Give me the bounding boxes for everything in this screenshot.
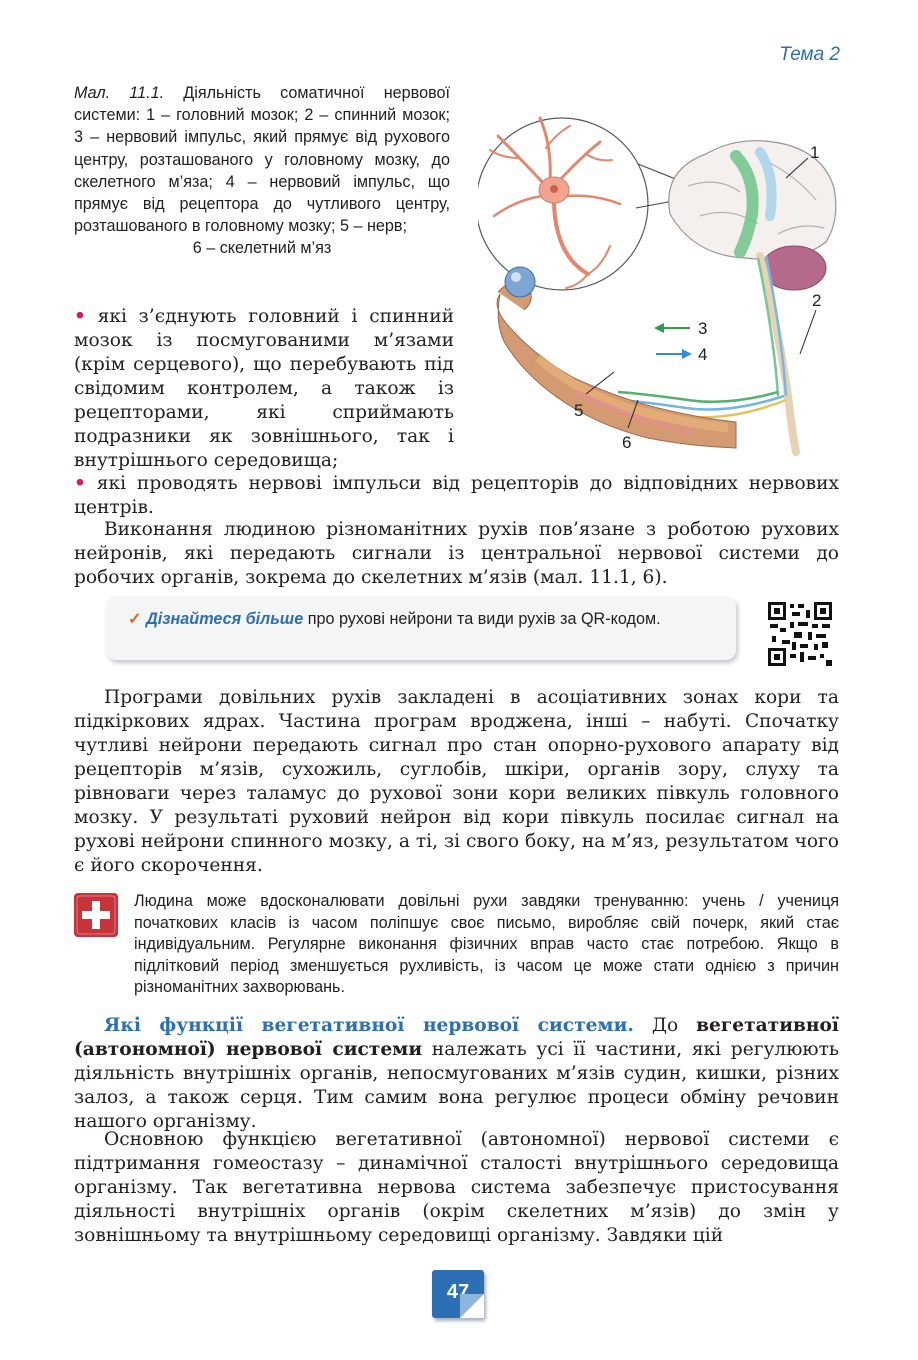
section-bold-term: вегетативної (автономної) нервової системи [74, 1015, 839, 1060]
figure-label-1: 1 [810, 143, 820, 162]
figure-label-3: 3 [698, 319, 708, 338]
learn-more-lead: Дізнайтеся більше [146, 610, 304, 628]
figure-label-5: 5 [574, 401, 584, 420]
efferent-impulse-arrow-icon [654, 323, 690, 333]
paragraph-movement-programs: Програми довільних рухів закладені в асоціативних зонах кори та підкіркових ядрах. Частина програм вроджена, інші – набуті. Спочатку чутливі нейрони передають сигнал про стан опорно-рухового апарату від рецепторів м’язів, сухожиль, суглобів, шкіри, органів зору, слуху та рівноваги через таламус до рухової зони кори великих півкуль головного мозку. У результаті руховий нейрон від кори півкуль посилає сигнал на рухові нейрони спинного мозку, а ті, зі свого боку, на м’яз, результатом чого є його скорочення. [74, 687, 839, 876]
figure-label-6: 6 [622, 433, 632, 452]
section-text: До [633, 1015, 697, 1036]
figure-label-2: 2 [812, 291, 822, 310]
training-note: Людина може вдосконалювати довільні рухи завдяки тренуванню: учень / учениця початкових класів із часом поліпшує своє письмо, виробляє свій почерк, який стає індивідуальним. Регулярне виконання фізичних вправ часто стає потребою. Якщо в підлітковий період зменшується рухливість, із часом це може стати однією з причин різноманітних захворювань. [134, 892, 839, 997]
bullet-text: які з’єднують головний і спинний мозок із посмугованими м’язами (крім серцевого), що перебувають під свідомим контролем, а також із рецепторами, які сприймають подразники як зовнішнього, так і внутрішнього середовища; [74, 306, 454, 471]
figure-caption-label: Мал. 11.1. [74, 84, 165, 102]
check-icon: ✓ [128, 610, 142, 628]
figure-caption-text: Діяльність соматичної нервової системи: 1 – головний мозок; 2 – спинний мозок; 3 – нервовий імпульс, який прямує від рухового центру, розташованого у головному мозку, до скелетного м’яза; 4 – нервовий імпульс, що прямує від рецептора до чутливого центру, розташованого в головному мозку; 5 – нерв; [74, 84, 451, 236]
qr-code-icon[interactable] [768, 602, 832, 666]
learn-more-text [128, 608, 728, 630]
page-number-text: 47 [446, 1281, 470, 1303]
figure-caption [74, 82, 450, 260]
topic-header: Тема 2 [779, 44, 840, 65]
bullet-marker: • [74, 473, 86, 494]
section-heading: Які функції вегетативної нервової системи. [104, 1015, 634, 1036]
paragraph-homeostasis: Основною функцією вегетативної (автономної) нервової системи є підтримання гомеостазу – динамічної сталості внутрішнього середовища організму. Так вегетативна нервова система забезпечує пристосування діяльності внутрішніх органів (окрім скелетних м’язів) до змін у зовнішньому та внутрішньому середовищі організму. Завдяки цій [74, 1129, 839, 1246]
paragraph-motor-neurons: Виконання людиною різноманітних рухів пов’язане з роботою рухових нейронів, які передають сигнали із центральної нервової системи до робочих органів, зокрема до скелетних м’язів (мал. 11.1, 6). [74, 519, 839, 588]
afferent-impulse-arrow-icon [656, 349, 692, 359]
bullet-item [74, 305, 454, 473]
section-text: належать усі її частини, які регулюють діяльність внутрішніх органів, непосмугованих м’язів судин, кишки, різних залоз, а також серця. Тим самим вона регулює процеси обміну речовин нашого організму. [74, 1039, 839, 1132]
plus-icon [74, 893, 118, 937]
page-corner-fold [460, 1294, 484, 1318]
figure-caption-last-line: 6 – скелетний м’яз [192, 239, 332, 258]
figure-label-4: 4 [698, 345, 708, 364]
somatic-nervous-system-illustration [478, 96, 840, 456]
bullet-marker: • [74, 306, 86, 327]
paragraph-autonomic-section [74, 1014, 839, 1134]
learn-more-body: про рухові нейрони та види рухів за QR-кодом. [303, 610, 661, 628]
bullet-item [74, 472, 839, 520]
learn-more-callout [106, 596, 736, 660]
bullet-text: які проводять нервові імпульси від рецепторів до відповідних нервових центрів. [74, 473, 840, 518]
page-number [432, 1270, 484, 1318]
